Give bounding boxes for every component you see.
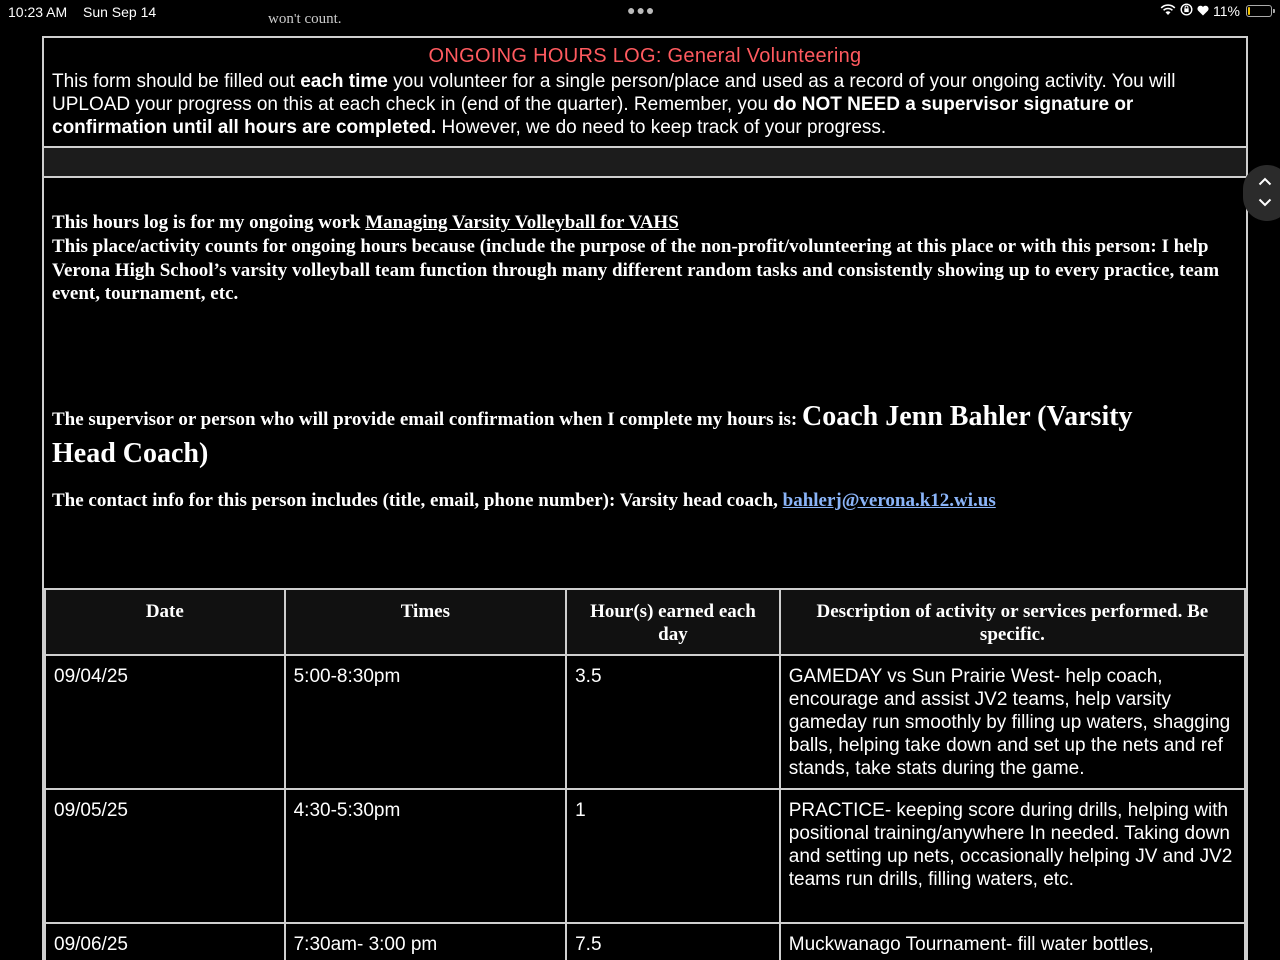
status-indicators (1160, 3, 1272, 19)
cell-date[interactable]: 09/04/25 (45, 655, 285, 789)
intro-text-1: This form should be filled out (52, 71, 301, 92)
table-header-row (45, 589, 1245, 655)
document-page (42, 36, 1248, 960)
cell-description[interactable]: PRACTICE- keeping score during drills, helping with positional training/anywhere In needed. Taking down and setting up nets, occasionally helping JV and JV2 teams run drills, filling waters, etc. (780, 789, 1245, 923)
table-row (45, 789, 1245, 923)
intro-text-3: However, we do need to keep track of your progress. (436, 117, 887, 138)
chevron-down-icon[interactable] (1258, 198, 1272, 207)
cell-times[interactable]: 5:00-8:30pm (285, 655, 566, 789)
chevron-up-icon[interactable] (1258, 177, 1272, 186)
log-for-label: This hours log is for my ongoing work (52, 212, 366, 233)
cutoff-text: won't count. (268, 14, 342, 24)
empty-row (44, 148, 1246, 178)
contact-label: The contact info for this person includes (title, email, phone number): Varsity head coach, (52, 490, 783, 511)
cell-hours[interactable]: 3.5 (566, 655, 780, 789)
cell-times[interactable]: 7:30am- 3:00 pm (285, 923, 566, 960)
supervisor-name: Coach Jenn Bahler (Varsity Head Coach) (52, 401, 1133, 469)
cell-date[interactable]: 09/05/25 (45, 789, 285, 923)
header-date: Date (45, 589, 285, 655)
orientation-lock-icon (1180, 3, 1193, 19)
intro-text-2: you volunteer for a single person/place and used as a record of your ongoing activity. You will UPLOAD your progress on this at each check in (end of the quarter). Remember, you (52, 71, 1176, 115)
intro-bold-1: each time (300, 71, 388, 92)
form-intro (52, 70, 1244, 139)
multitasking-dots-icon[interactable]: ●●● (627, 2, 656, 18)
table-row (45, 655, 1245, 789)
wifi-icon (1160, 3, 1176, 19)
info-section (44, 178, 1246, 588)
battery-icon (1246, 5, 1272, 17)
contact-email-link[interactable]: bahlerj@verona.k12.wi.us (782, 490, 996, 511)
page-scroll-control[interactable] (1243, 165, 1280, 221)
intro-bold-2: do NOT NEED a supervisor signature or confirmation until all hours are completed. (52, 94, 1134, 138)
status-date: Sun Sep 14 (83, 4, 157, 20)
purpose-text: This place/activity counts for ongoing hours because (include the purpose of the non-profit/volunteering at this place or with this person: I help Verona High School’s varsity volleyball team function through many different random tasks and consistently showing up to every practice, team event, tournament, etc. (52, 236, 1220, 304)
form-title: ONGOING HOURS LOG: General Volunteering (428, 45, 862, 67)
log-for-line (52, 212, 679, 234)
status-bar (0, 0, 1280, 24)
cell-times[interactable]: 4:30-5:30pm (285, 789, 566, 923)
cell-description[interactable]: GAMEDAY vs Sun Prairie West- help coach, encourage and assist JV2 teams, help varsity gameday run smoothly by filling up waters, shagging balls, helping take down and set up the nets and ref stands, take stats during the game. (780, 655, 1245, 789)
table-row (45, 923, 1245, 960)
supervisor-line (52, 400, 1202, 474)
contact-line (52, 490, 996, 512)
supervisor-label: The supervisor or person who will provide email confirmation when I complete my hours is: (52, 409, 802, 430)
battery-percent: 11% (1213, 3, 1240, 19)
cell-hours[interactable]: 1 (566, 789, 780, 923)
log-for-value: Managing Varsity Volleyball for VAHS (365, 212, 679, 233)
hours-table (44, 588, 1246, 960)
header-hours: Hour(s) earned each day (566, 589, 780, 655)
form-header (44, 38, 1246, 148)
status-time: 10:23 AM (8, 4, 68, 20)
heart-icon (1197, 3, 1209, 19)
cell-date[interactable]: 09/06/25 (45, 923, 285, 960)
header-description: Description of activity or services performed. Be specific. (780, 589, 1245, 655)
battery-fill (1248, 7, 1250, 15)
cell-hours[interactable]: 7.5 (566, 923, 780, 960)
header-times: Times (285, 589, 566, 655)
cell-description[interactable]: Muckwanago Tournament- fill water bottles, (780, 923, 1245, 960)
